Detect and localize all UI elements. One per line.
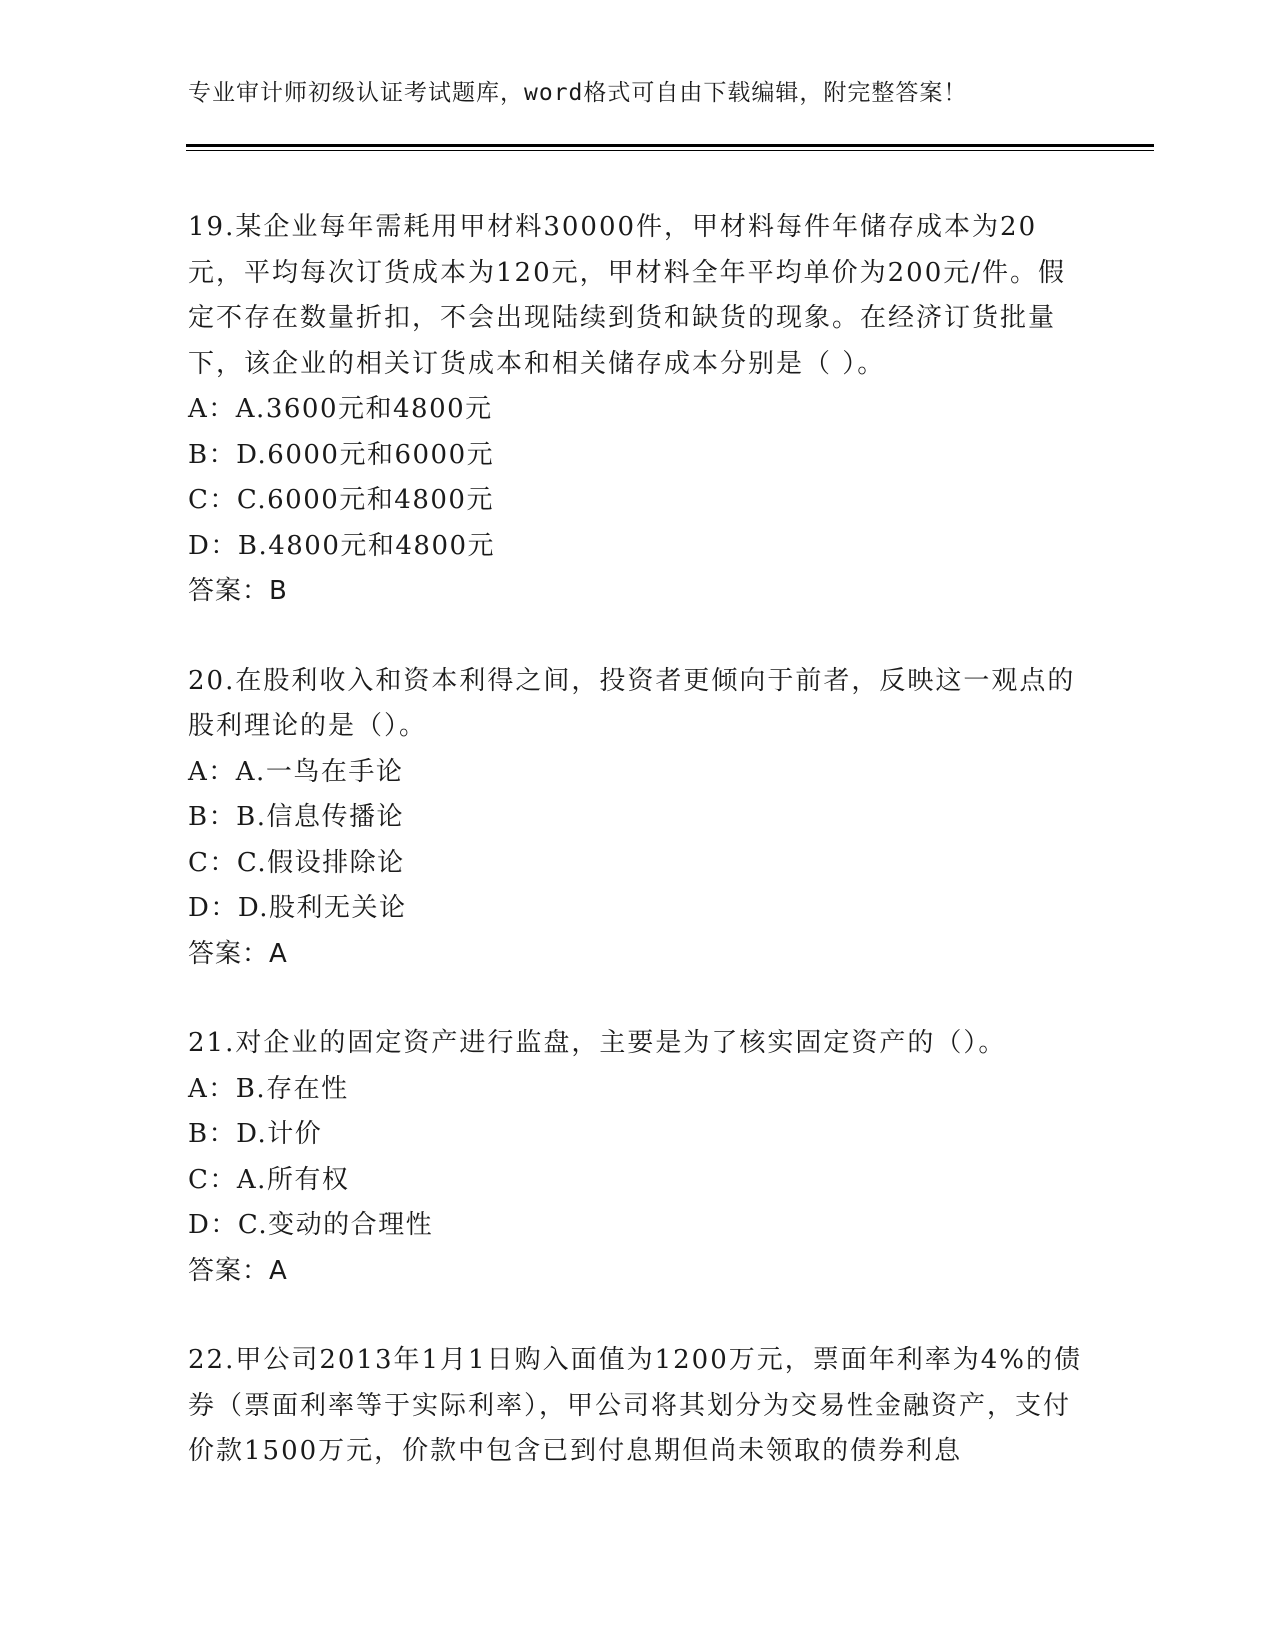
question-stem: 19.某企业每年需耗用甲材料30000件，甲材料每件年储存成本为20元，平均每次订货成本为120元，甲材料全年平均单价为200元/件。假定不存在数量折扣，不会出现陆续到货和缺货的现象。在经济订货批量下，该企业的相关订货成本和相关储存成本分别是（ ）。 xyxy=(188,212,1067,379)
option-c: C：A.所有权 xyxy=(188,1164,350,1195)
question-list xyxy=(188,205,1088,1519)
option-b: B：D.计价 xyxy=(188,1119,323,1149)
option-a: A：A.一鸟在手论 xyxy=(188,756,404,787)
question-20 xyxy=(188,659,1088,978)
question-stem: 21.对企业的固定资产进行监盘，主要是为了核实固定资产的（）。 xyxy=(188,1028,1007,1058)
option-a: A：B.存在性 xyxy=(188,1073,349,1104)
answer: 答案：B xyxy=(188,576,288,606)
header-rule-thin xyxy=(186,150,1154,151)
question-stem: 22.甲公司2013年1月1日购入面值为1200万元，票面年利率为4%的债券（票面利率等于实际利率），甲公司将其划分为交易性金融资产，支付价款1500万元，价款中包含已到付息期但尚未领取的债券利息 xyxy=(188,1345,1083,1466)
question-stem: 20.在股利收入和资本利得之间，投资者更倾向于前者，反映这一观点的股利理论的是（）。 xyxy=(188,665,1076,741)
option-d: D：D.股利无关论 xyxy=(188,893,407,923)
header-rule-thick xyxy=(186,144,1154,147)
question-22 xyxy=(188,1338,1088,1475)
answer: 答案：A xyxy=(188,1255,288,1286)
option-d: D：C.变动的合理性 xyxy=(188,1210,434,1240)
option-c: C：C.6000元和4800元 xyxy=(188,485,494,515)
question-21 xyxy=(188,1021,1088,1294)
option-b: B：D.6000元和6000元 xyxy=(188,439,495,470)
option-b: B：B.信息传播论 xyxy=(188,802,404,832)
option-c: C：C.假设排除论 xyxy=(188,847,405,878)
page-header: 专业审计师初级认证考试题库，word格式可自由下载编辑，附完整答案！ xyxy=(188,80,968,106)
answer: 答案：A xyxy=(188,938,288,969)
option-d: D：B.4800元和4800元 xyxy=(188,530,496,561)
option-a: A：A.3600元和4800元 xyxy=(188,394,493,424)
question-19 xyxy=(188,205,1088,615)
